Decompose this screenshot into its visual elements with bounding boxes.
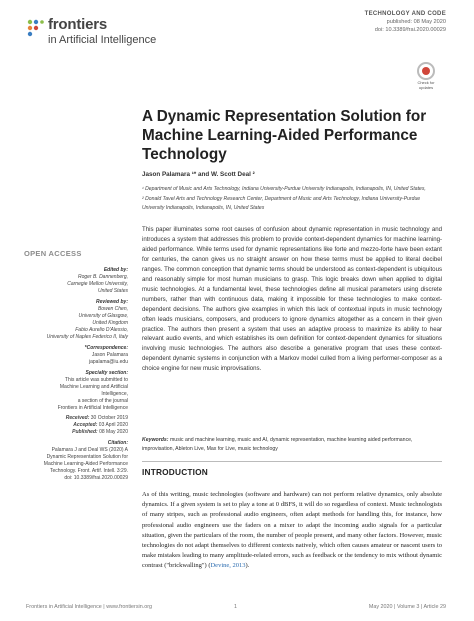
page-number: 1 [234,604,237,610]
accepted-date: Accepted: 03 April 2020 [73,422,128,428]
keywords-text: music and machine learning, music and AI, dynamic representation, machine learning aided performance, improvisation, Ableton Live, Max for Live, music technology [142,437,413,452]
editor-info: Roger B. Dannenberg, Carnegie Mellon University, United States [67,274,128,294]
keywords [142,436,442,453]
check-for-updates-button[interactable] [414,62,438,92]
affiliation-2: ² Donald Tavel Arts and Technology Research Center, Department of Music and Arts Technology, Indiana University-Purdue University Indianapolis, Indianapolis, IN, United States [142,195,421,211]
correspondence-label: *Correspondence: [84,345,128,351]
reviewer-info: Bowen Chen, University of Glasgow, United Kingdom Fabio Aurelio D'Alessio, University of Naples Federico II, Italy [46,306,128,340]
affiliation-1: ¹ Department of Music and Arts Technology, Indiana University-Purdue University Indianapolis, Indianapolis, IN, United States, [142,186,426,192]
citation-link[interactable]: Devine, 2013 [210,562,246,570]
introduction-heading: INTRODUCTION [142,467,209,477]
affiliations [142,185,442,214]
keywords-label: Keywords: [142,437,169,443]
correspondence-email-link[interactable]: japalama@iu.edu [89,359,128,365]
brand-name: frontiers [48,16,108,33]
section-divider [142,461,442,462]
check-updates-icon [417,62,435,80]
published-date: published: 08 May 2020 [386,19,446,25]
introduction-text: As of this writing, music technologies (software and hardware) can not perform relative dynamics, only absolute dynamics. If a given system is set to play a tone at 0 dBFS, it will do so regardless of context. Music technologists of many stripes, such as professional audio engineers, often adapt methods for handling this, for instance, how professional audio engineers use the faders on a mixer to adapt the incoming audio signals for a particular situation, given the particulars of the room, the number of people present, and many other factors. However, music technologies do not adapt themselves to different contexts natively, which often causes amateur or nascent users to make mistakes leading to many amplitude-related errors, such as feedback or the tendency to mix without dynamic contrast ("brickwalling") (Devine, 2013). [142,491,442,570]
article-meta [365,10,446,34]
footer-volume-info: May 2020 | Volume 3 | Article 29 [368,604,446,610]
article-type: TECHNOLOGY AND CODE [364,11,446,17]
specialty-section-label: Specialty section: [85,370,128,376]
article-dates [20,415,128,436]
edited-by-label: Edited by: [103,267,128,273]
specialty-section-info: This article was submitted to Machine Learning and Artificial Intelligence, a section of the journal Frontiers in Artificial Intelligence [57,377,128,411]
page-footer [0,604,474,616]
sidebar-published-date: Published: 08 May 2020 [72,429,128,435]
correspondence-info: Jason Palamara japalama@iu.edu [20,352,128,366]
reviewed-by-label: Reviewed by: [96,299,128,305]
citation-label: Citation: [107,440,128,446]
article-title: A Dynamic Representation Solution for Machine Learning-Aided Performance Technology [142,108,427,163]
abstract: This paper illuminates some root causes of confusion about dynamic representation in music technology and introduces a system that addresses this problem to provide context-dependent dynamics for machine learning-aided performance. While terms used for dynamic representations like forte and mezzo-forte have been extant for centuries, the canon gives us no straight answer on how these terms must be applied to literal decibel ranges. The common conception that dynamic terms should be understood as context-dependent is ubiquitous and reasonably simple for most human musicians to grasp. This logic breaks down when applied to digital music technologies. At a fundamental level, these technologies define all musical parameters using discrete numbers, rather than with continuous data, making it impossible for these technologies to make context-dependent decisions. The authors give examples in which this lack of contextual inputs in music technology often leads musicians, composers, and producers to ignore dynamics altogether as a concern in their given practice. The authors then present a system that uses an adaptive process to maximize its ability to hear relevant audio events, and which establishes its own definition for context-dependent dynamics for situations involving music technologies. The authors also describe a generative program that uses these context-dependent dynamic systems in conjunction with a Markov model culled from a living performer-composer as a choice engine for new music improvisations. [142,226,442,373]
open-access-label: OPEN ACCESS [24,249,82,258]
frontiers-logo-icon [26,18,44,42]
citation-info: Palamara J and Deal WS (2020) A Dynamic Representation Solution for Machine Learning-Aided Performance Technology. Front. Artif. Intell. 3:29. doi: 10.3389/frai.2020.00029 [20,447,128,482]
frontiers-logo[interactable] [26,16,246,52]
author-list: Jason Palamara ¹* and W. Scott Deal ² [142,171,255,178]
doi-link[interactable]: doi: 10.3389/frai.2020.00029 [374,27,446,33]
article-sidebar [20,250,128,484]
journal-name: in Artificial Intelligence [48,34,157,46]
citation-doi-link[interactable]: doi: 10.3389/frai.2020.00029 [64,475,128,481]
received-date: Received: 30 October 2019 [65,415,128,421]
footer-journal-link[interactable]: Frontiers in Artificial Intelligence | www.frontiersin.org [26,604,153,610]
check-updates-label: Check for updates [417,80,435,90]
